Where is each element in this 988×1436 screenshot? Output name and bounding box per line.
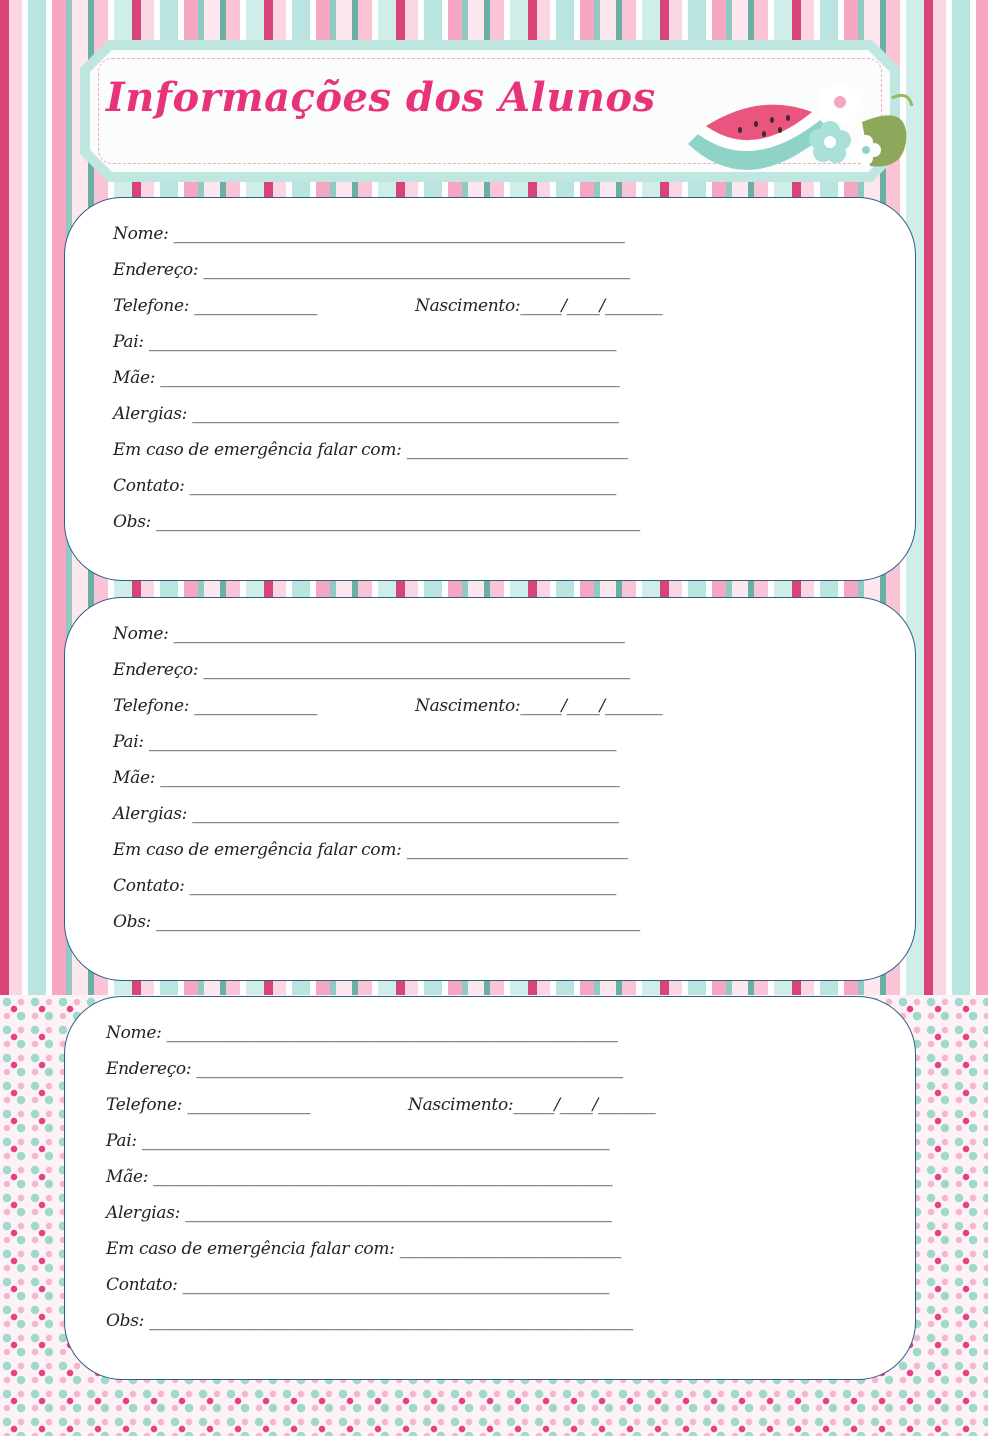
field-mae[interactable]: Mãe: ________________________________________________________ — [113, 768, 620, 788]
student-card-3 — [64, 996, 916, 1380]
field-mae[interactable]: Mãe: ________________________________________________________ — [113, 368, 620, 388]
field-contato[interactable]: Contato: ____________________________________________________ — [113, 476, 617, 496]
field-obs[interactable]: Obs: ___________________________________________________________ — [113, 912, 640, 932]
field-emergencia[interactable]: Em caso de emergência falar com: ___________________________ — [106, 1239, 622, 1259]
field-nascimento[interactable]: Nascimento:_____/____/_______ — [415, 296, 663, 316]
field-emergencia[interactable]: Em caso de emergência falar com: ___________________________ — [113, 440, 629, 460]
field-endereco[interactable]: Endereço: ____________________________________________________ — [106, 1059, 623, 1079]
field-alergias[interactable]: Alergias: ____________________________________________________ — [113, 804, 619, 824]
student-card-2 — [64, 597, 916, 981]
field-pai[interactable]: Pai: _________________________________________________________ — [113, 732, 617, 752]
field-endereco[interactable]: Endereço: ____________________________________________________ — [113, 260, 630, 280]
field-alergias[interactable]: Alergias: ____________________________________________________ — [113, 404, 619, 424]
field-contato[interactable]: Contato: ____________________________________________________ — [106, 1275, 610, 1295]
field-contato[interactable]: Contato: ____________________________________________________ — [113, 876, 617, 896]
field-telefone[interactable]: Telefone: _______________ — [113, 296, 318, 316]
field-obs[interactable]: Obs: ___________________________________________________________ — [106, 1311, 633, 1331]
field-endereco[interactable]: Endereço: ____________________________________________________ — [113, 660, 630, 680]
watermelon-flower-icon — [680, 82, 920, 202]
field-nascimento[interactable]: Nascimento:_____/____/_______ — [408, 1095, 656, 1115]
field-emergencia[interactable]: Em caso de emergência falar com: ___________________________ — [113, 840, 629, 860]
field-nome[interactable]: Nome: _______________________________________________________ — [113, 224, 625, 244]
field-nome[interactable]: Nome: _______________________________________________________ — [113, 624, 625, 644]
field-telefone[interactable]: Telefone: _______________ — [113, 696, 318, 716]
field-obs[interactable]: Obs: ___________________________________________________________ — [113, 512, 640, 532]
field-alergias[interactable]: Alergias: ____________________________________________________ — [106, 1203, 612, 1223]
field-mae[interactable]: Mãe: ________________________________________________________ — [106, 1167, 613, 1187]
field-pai[interactable]: Pai: _________________________________________________________ — [113, 332, 617, 352]
field-nascimento[interactable]: Nascimento:_____/____/_______ — [415, 696, 663, 716]
field-pai[interactable]: Pai: _________________________________________________________ — [106, 1131, 610, 1151]
field-telefone[interactable]: Telefone: _______________ — [106, 1095, 311, 1115]
student-card-1 — [64, 197, 916, 581]
page-title: Informações dos Alunos — [106, 74, 656, 121]
field-nome[interactable]: Nome: _______________________________________________________ — [106, 1023, 618, 1043]
